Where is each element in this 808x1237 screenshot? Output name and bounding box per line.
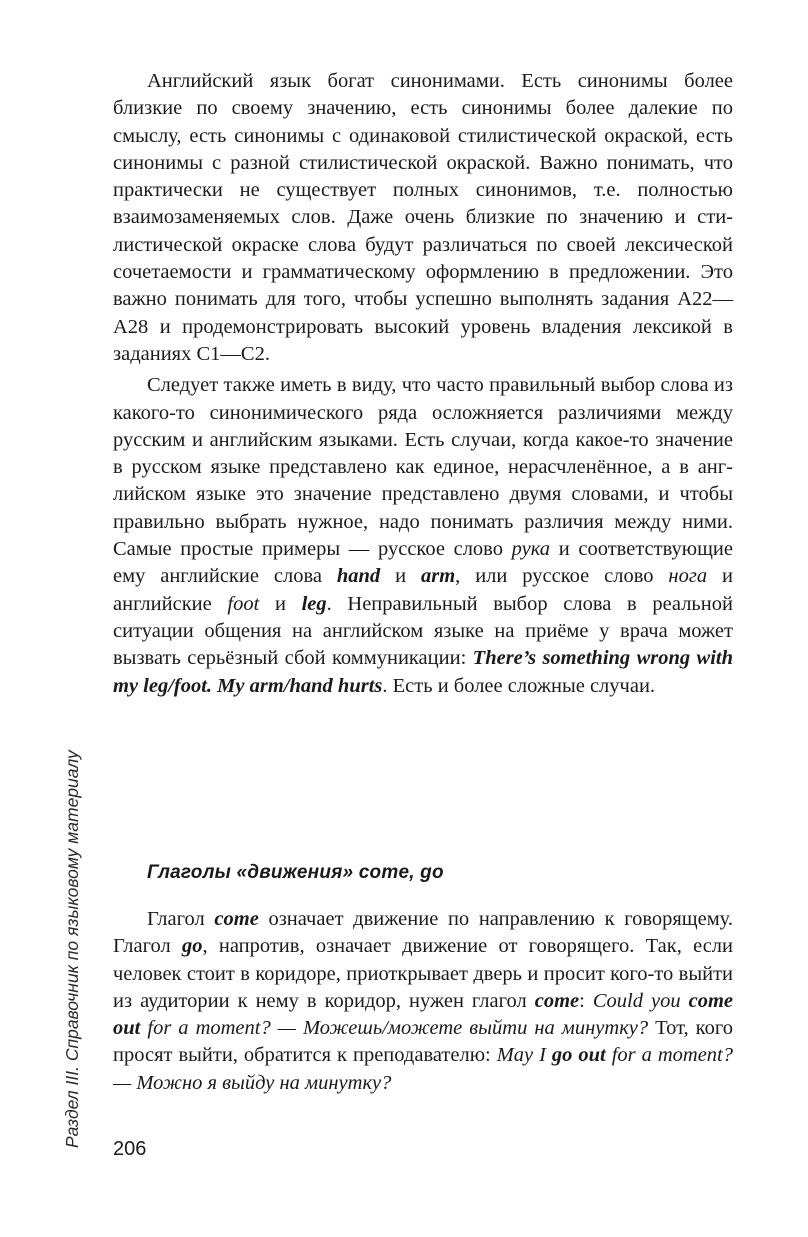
paragraph-come-go bbox=[113, 906, 733, 1097]
section-heading: Глаголы «движения» come, go bbox=[147, 862, 444, 883]
term-noga: нога bbox=[668, 565, 708, 588]
text-run: : bbox=[579, 989, 593, 1012]
example-2-end: for a moment? — Можно я выйду на минутку? bbox=[113, 1044, 733, 1094]
term-come: come bbox=[214, 908, 259, 930]
main-text-bottom bbox=[113, 906, 733, 1097]
paragraph-translation-differences bbox=[113, 372, 733, 700]
main-text-top bbox=[113, 68, 733, 700]
page-number: 206 bbox=[113, 1138, 147, 1160]
text-run: означает движение по направлению к говорящему. Глагол bbox=[113, 908, 733, 958]
text-run: . Есть и более сложные случаи. bbox=[382, 674, 656, 697]
term-ruka: рука bbox=[511, 538, 551, 561]
term-go: go bbox=[181, 935, 203, 958]
text-run: и bbox=[380, 565, 421, 588]
text-run: . Неправильный выбор слова в реальной ситуации общения на английском языке на приёме у врача может вызвать серьёзный сбой коммуникации: bbox=[113, 592, 733, 670]
example-1-start: Could you bbox=[592, 989, 689, 1012]
term-leg: leg bbox=[301, 592, 327, 615]
text-run: и bbox=[259, 592, 302, 615]
running-header-vertical: Раздел III. Справочник по языковому материалу bbox=[62, 750, 82, 1148]
term-hand: hand bbox=[336, 565, 381, 588]
text-run: Глагол bbox=[147, 908, 215, 930]
text-run: и соответствующие ему английские слова bbox=[113, 538, 733, 588]
text-run: , или русское слово bbox=[455, 565, 669, 588]
term-foot: foot bbox=[227, 592, 260, 615]
text-run: Тот, кого просят выйти, обратится к преподавателю: bbox=[113, 1017, 733, 1067]
example-2-start: May I bbox=[496, 1044, 552, 1067]
example-1-end: for a moment? — Можешь/можете выйти на минутку? bbox=[140, 1017, 649, 1040]
term-come-2: come bbox=[534, 989, 580, 1012]
text-run: Следует также иметь в виду, что часто правильный выбор слова из какого-то синонимического ряда осложняется различиями между русским и английским языками. Есть случаи, когда какое-то значение в русском языке представлено как единое, нерасчленённое, а в английском языке это значение представлено двумя словами, и чтобы правильно выбрать нужное, надо понимать различия между ними. Самые простые примеры — русское слово bbox=[113, 374, 733, 561]
example-2-verb: go out bbox=[551, 1044, 606, 1067]
text-run: и английские bbox=[113, 565, 733, 615]
example-sentence: There’s something wrong with my leg/foot. My arm/hand hurts bbox=[113, 647, 733, 697]
paragraph-synonyms: Английский язык богат синонимами. Есть синонимы более близкие по своему значению, есть синонимы более далекие по смыслу, есть синонимы с одинаковой стилистической окраской, есть синонимы с разной стилистической окраской. Важно понимать, что практически не существует полных синонимов, т.е. полностью взаимозаменяемых слов. Даже очень близкие по значению и стилистической окраске слова будут различаться по своей лексической сочетаемости и грамматическому оформлению в предложении. Это важно понимать для того, чтобы успешно выполнять задания А22—А28 и продемонстрировать высокий уровень владения лексикой в заданиях С1—С2. bbox=[113, 70, 733, 365]
term-arm: arm bbox=[420, 565, 456, 588]
example-1-verb: come out bbox=[113, 989, 733, 1040]
text-run: , напротив, означает движение от говорящего. Так, если человек стоит в коридоре, приоткрывает дверь и просит кого-то выйти из аудитории к нему в коридор, нужен глагол bbox=[113, 935, 733, 1012]
